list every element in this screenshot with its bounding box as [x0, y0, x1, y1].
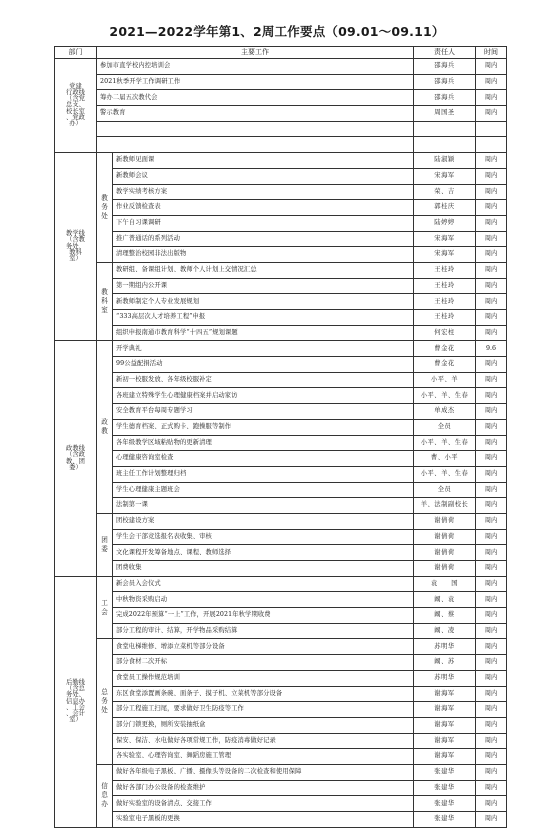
task-cell: 新初一校服发放、各年级校服补定	[113, 372, 414, 388]
owner-cell	[414, 137, 476, 153]
sub-department-cell	[97, 341, 113, 514]
time-cell: 周内	[476, 764, 507, 780]
task-cell: 东区食堂添置画条碗、面条子、摸子机、立菜机等部分设备	[113, 686, 414, 702]
time-cell: 周内	[476, 106, 507, 122]
table-row	[55, 184, 507, 200]
task-cell: 筹办二届五次教代会	[97, 90, 414, 106]
task-cell: 部分门锁更换，厕所安装抽纸盒	[113, 717, 414, 733]
time-cell: 周内	[476, 733, 507, 749]
sub-department-label: 政教	[101, 418, 108, 436]
sub-department-cell	[97, 639, 113, 765]
sub-department-cell	[97, 576, 113, 639]
table-row	[55, 561, 507, 577]
task-cell: 99公益配捐活动	[113, 357, 414, 373]
time-cell: 周内	[476, 184, 507, 200]
table-row	[55, 655, 507, 671]
owner-cell: 全员	[414, 419, 476, 435]
task-cell: 实验室电子黑板的更换	[113, 812, 414, 828]
task-cell: 各实验室、心理咨询室、舞蹈房施工管理	[113, 749, 414, 765]
task-cell: 心理健康咨询室检查	[113, 451, 414, 467]
sub-department-label: 教务处	[101, 194, 108, 220]
owner-cell: 宋海军	[414, 168, 476, 184]
task-cell: 团费收集	[113, 561, 414, 577]
task-cell: 文化课程开发筹备地点、课程、教师选择	[113, 545, 414, 561]
task-cell: 保安、保洁、水电做好各项常规工作，防疫消毒做好记录	[113, 733, 414, 749]
time-cell: 周内	[476, 749, 507, 765]
department-cell: 党建 行政线 （含党 总支、 校长室 、党政 办）	[55, 59, 97, 153]
owner-cell: 谢海军	[414, 717, 476, 733]
table-row	[55, 608, 507, 624]
owner-cell: 邵海兵	[414, 90, 476, 106]
table-row	[55, 686, 507, 702]
owner-cell: 谢海军	[414, 686, 476, 702]
task-cell: 推广普通话的系列活动	[113, 231, 414, 247]
department-cell: 政教线 （含政 教、团 委）	[55, 341, 97, 576]
header-owner: 责任人	[414, 47, 476, 59]
header-time: 时间	[476, 47, 507, 59]
table-row	[55, 639, 507, 655]
owner-cell: 张建华	[414, 796, 476, 812]
time-cell: 周内	[476, 419, 507, 435]
time-cell: 周内	[476, 655, 507, 671]
task-cell: 作业反馈检查表	[113, 200, 414, 216]
sub-department-label: 信息办	[101, 782, 108, 809]
owner-cell: 阚、苏	[414, 655, 476, 671]
time-cell: 周内	[476, 325, 507, 341]
owner-cell: 谢海军	[414, 749, 476, 765]
owner-cell: 袁 国	[414, 576, 476, 592]
task-cell: 各班建立特殊学生心理健康档案并启动家访	[113, 388, 414, 404]
time-cell: 周内	[476, 90, 507, 106]
owner-cell: 小平、羊、生春	[414, 388, 476, 404]
task-cell: 学生会干部竞选报名表收集、审核	[113, 529, 414, 545]
table-row	[55, 388, 507, 404]
header-task: 主要工作	[97, 47, 414, 59]
table-row	[55, 482, 507, 498]
time-cell: 周内	[476, 74, 507, 90]
table-row	[55, 310, 507, 326]
task-cell: 参加市直学校内控培训会	[97, 59, 414, 75]
owner-cell: 张建华	[414, 812, 476, 828]
time-cell: 周内	[476, 623, 507, 639]
owner-cell: 单成杰	[414, 404, 476, 420]
department-cell: 教学线 （含教 务处、 教科 室）	[55, 153, 97, 341]
task-cell: 教研组、备课组计划、教师个人计划上交情况汇总	[113, 262, 414, 278]
time-cell: 周内	[476, 59, 507, 75]
owner-cell: 郭桂庆	[414, 200, 476, 216]
table-row	[55, 90, 507, 106]
sub-department-cell	[97, 764, 113, 827]
table-row	[55, 764, 507, 780]
table-row	[55, 545, 507, 561]
sub-department-cell	[97, 513, 113, 576]
table-row	[55, 357, 507, 373]
task-cell: 开学典礼	[113, 341, 414, 357]
table-row	[55, 576, 507, 592]
task-cell: 2021秋季开学工作调研工作	[97, 74, 414, 90]
owner-cell: 邵海兵	[414, 59, 476, 75]
time-cell: 周内	[476, 451, 507, 467]
time-cell	[476, 137, 507, 153]
work-plan-table	[54, 46, 507, 828]
owner-cell: 何宏柱	[414, 325, 476, 341]
table-row	[55, 749, 507, 765]
owner-cell: 曹金花	[414, 341, 476, 357]
owner-cell: 阚、袁	[414, 592, 476, 608]
table-row	[55, 717, 507, 733]
owner-cell: 曹、小平	[414, 451, 476, 467]
owner-cell: 张建华	[414, 764, 476, 780]
table-row	[55, 796, 507, 812]
task-cell: 清理整治校园非法出版物	[113, 247, 414, 263]
table-row	[55, 529, 507, 545]
time-cell: 周内	[476, 215, 507, 231]
table-row	[55, 168, 507, 184]
time-cell: 周内	[476, 639, 507, 655]
task-cell: 做好各年级电子黑板、广播、摄像头等设备的二次检查和使用保障	[113, 764, 414, 780]
table-row	[55, 215, 507, 231]
time-cell: 周内	[476, 670, 507, 686]
time-cell: 周内	[476, 702, 507, 718]
task-cell: 食堂电梯维修、增添立菜机等部分设备	[113, 639, 414, 655]
time-cell: 周内	[476, 796, 507, 812]
time-cell: 周内	[476, 294, 507, 310]
task-cell	[97, 121, 414, 137]
owner-cell: 小平、羊	[414, 372, 476, 388]
table-row	[55, 121, 507, 137]
table-row	[55, 137, 507, 153]
task-cell: 教学实绩考核方案	[113, 184, 414, 200]
table-row	[55, 592, 507, 608]
owner-cell: 小平、羊、生春	[414, 466, 476, 482]
task-cell: 做好实验室的设备清点、交接工作	[113, 796, 414, 812]
time-cell: 周内	[476, 592, 507, 608]
owner-cell: 陆淑颖	[414, 153, 476, 169]
time-cell: 周内	[476, 372, 507, 388]
task-cell: 安全教育平台每周专题学习	[113, 404, 414, 420]
owner-cell: 曹金花	[414, 357, 476, 373]
sub-department-cell	[97, 262, 113, 340]
table-row	[55, 74, 507, 90]
table-row	[55, 153, 507, 169]
owner-cell: 周国圣	[414, 106, 476, 122]
task-cell: 新教师会议	[113, 168, 414, 184]
page-title: 2021—2022学年第1、2周工作要点（09.01～09.11）	[109, 24, 445, 39]
table-row	[55, 733, 507, 749]
time-cell: 周内	[476, 466, 507, 482]
header-dept: 部门	[55, 47, 97, 59]
task-cell: 做好各部门办公设备的检查维护	[113, 780, 414, 796]
table-row	[55, 404, 507, 420]
table-row	[55, 262, 507, 278]
table-row	[55, 513, 507, 529]
owner-cell: 陆婷婷	[414, 215, 476, 231]
task-cell: 法制第一课	[113, 498, 414, 514]
table-row	[55, 247, 507, 263]
time-cell: 周内	[476, 780, 507, 796]
owner-cell: 阚、凌	[414, 623, 476, 639]
time-cell: 周内	[476, 357, 507, 373]
table-row	[55, 670, 507, 686]
time-cell: 周内	[476, 153, 507, 169]
table-row	[55, 106, 507, 122]
owner-cell: 谢海军	[414, 702, 476, 718]
table-row	[55, 200, 507, 216]
owner-cell: 小平、羊、生春	[414, 435, 476, 451]
task-cell: 学生心理健康主题班会	[113, 482, 414, 498]
time-cell: 周内	[476, 812, 507, 828]
time-cell: 周内	[476, 482, 507, 498]
owner-cell: 苏明华	[414, 639, 476, 655]
task-cell: 各年级教学区域粘贴物的更新清理	[113, 435, 414, 451]
task-cell: 警示教育	[97, 106, 414, 122]
owner-cell: 荣、吉	[414, 184, 476, 200]
table-row	[55, 59, 507, 75]
owner-cell: 王桂玲	[414, 278, 476, 294]
time-cell: 周内	[476, 388, 507, 404]
time-cell: 周内	[476, 498, 507, 514]
table-row	[55, 498, 507, 514]
owner-cell: 谢倩荷	[414, 529, 476, 545]
owner-cell: 阚、蔡	[414, 608, 476, 624]
sub-department-label: 工会	[101, 598, 108, 616]
task-cell: 食堂员工操作规范培训	[113, 670, 414, 686]
table-row	[55, 451, 507, 467]
time-cell: 周内	[476, 608, 507, 624]
table-row	[55, 466, 507, 482]
task-cell: 新教师见面课	[113, 153, 414, 169]
owner-cell: 宋海军	[414, 231, 476, 247]
table-row	[55, 623, 507, 639]
time-cell	[476, 121, 507, 137]
owner-cell: 苏明华	[414, 670, 476, 686]
time-cell: 9.6	[476, 341, 507, 357]
task-cell: 学生德育档案、正式购卡、跑操服等制作	[113, 419, 414, 435]
task-cell: 第一期组内公开课	[113, 278, 414, 294]
time-cell: 周内	[476, 529, 507, 545]
time-cell: 周内	[476, 247, 507, 263]
table-header-row	[55, 47, 507, 59]
time-cell: 周内	[476, 576, 507, 592]
task-cell: 中秋物资采购启动	[113, 592, 414, 608]
task-cell: “333高层次人才培养工程”申报	[113, 310, 414, 326]
table-row	[55, 341, 507, 357]
time-cell: 周内	[476, 310, 507, 326]
time-cell: 周内	[476, 686, 507, 702]
task-cell: 部分食材二次开标	[113, 655, 414, 671]
table-row	[55, 812, 507, 828]
sub-department-label: 教科室	[101, 288, 108, 315]
task-cell: 团校建设方案	[113, 513, 414, 529]
owner-cell: 王桂玲	[414, 262, 476, 278]
task-cell: 部分工程施工扫尾，要求做好卫生防疫等工作	[113, 702, 414, 718]
owner-cell: 张建华	[414, 780, 476, 796]
time-cell: 周内	[476, 231, 507, 247]
department-cell: 后勤线 （含总 务处、 信息办 、工会 、会计 室）	[55, 576, 97, 827]
time-cell: 周内	[476, 513, 507, 529]
table-row	[55, 702, 507, 718]
time-cell: 周内	[476, 200, 507, 216]
table-row	[55, 278, 507, 294]
owner-cell: 谢海军	[414, 733, 476, 749]
time-cell: 周内	[476, 717, 507, 733]
task-cell: 新教师制定个人专业发展规划	[113, 294, 414, 310]
owner-cell: 宋海军	[414, 247, 476, 263]
owner-cell: 王桂玲	[414, 294, 476, 310]
table-row	[55, 294, 507, 310]
table-row	[55, 419, 507, 435]
task-cell: 组织申报南通市教育科学“十四五”规划课题	[113, 325, 414, 341]
owner-cell: 谢倩荷	[414, 513, 476, 529]
time-cell: 周内	[476, 435, 507, 451]
task-cell: 新会员入会仪式	[113, 576, 414, 592]
time-cell: 周内	[476, 278, 507, 294]
owner-cell: 邵海兵	[414, 74, 476, 90]
task-cell	[97, 137, 414, 153]
time-cell: 周内	[476, 561, 507, 577]
sub-department-label: 总务处	[101, 688, 108, 715]
sub-department-label: 团委	[101, 535, 108, 553]
owner-cell: 谢倩荷	[414, 545, 476, 561]
table-row	[55, 231, 507, 247]
owner-cell	[414, 121, 476, 137]
task-cell: 部分工程的审计、结算，开学物品采购结算	[113, 623, 414, 639]
owner-cell: 全员	[414, 482, 476, 498]
owner-cell: 羊、法制副校长	[414, 498, 476, 514]
sub-department-cell	[97, 153, 113, 263]
task-cell: 完成2022年预算“一上”工作，开展2021年秋学期收费	[113, 608, 414, 624]
table-row	[55, 435, 507, 451]
time-cell: 周内	[476, 545, 507, 561]
time-cell: 周内	[476, 404, 507, 420]
owner-cell: 王桂玲	[414, 310, 476, 326]
time-cell: 周内	[476, 262, 507, 278]
table-row	[55, 780, 507, 796]
task-cell: 下午自习课调研	[113, 215, 414, 231]
table-row	[55, 325, 507, 341]
task-cell: 班主任工作计划整理归档	[113, 466, 414, 482]
table-row	[55, 372, 507, 388]
owner-cell: 谢倩荷	[414, 561, 476, 577]
time-cell: 周内	[476, 168, 507, 184]
